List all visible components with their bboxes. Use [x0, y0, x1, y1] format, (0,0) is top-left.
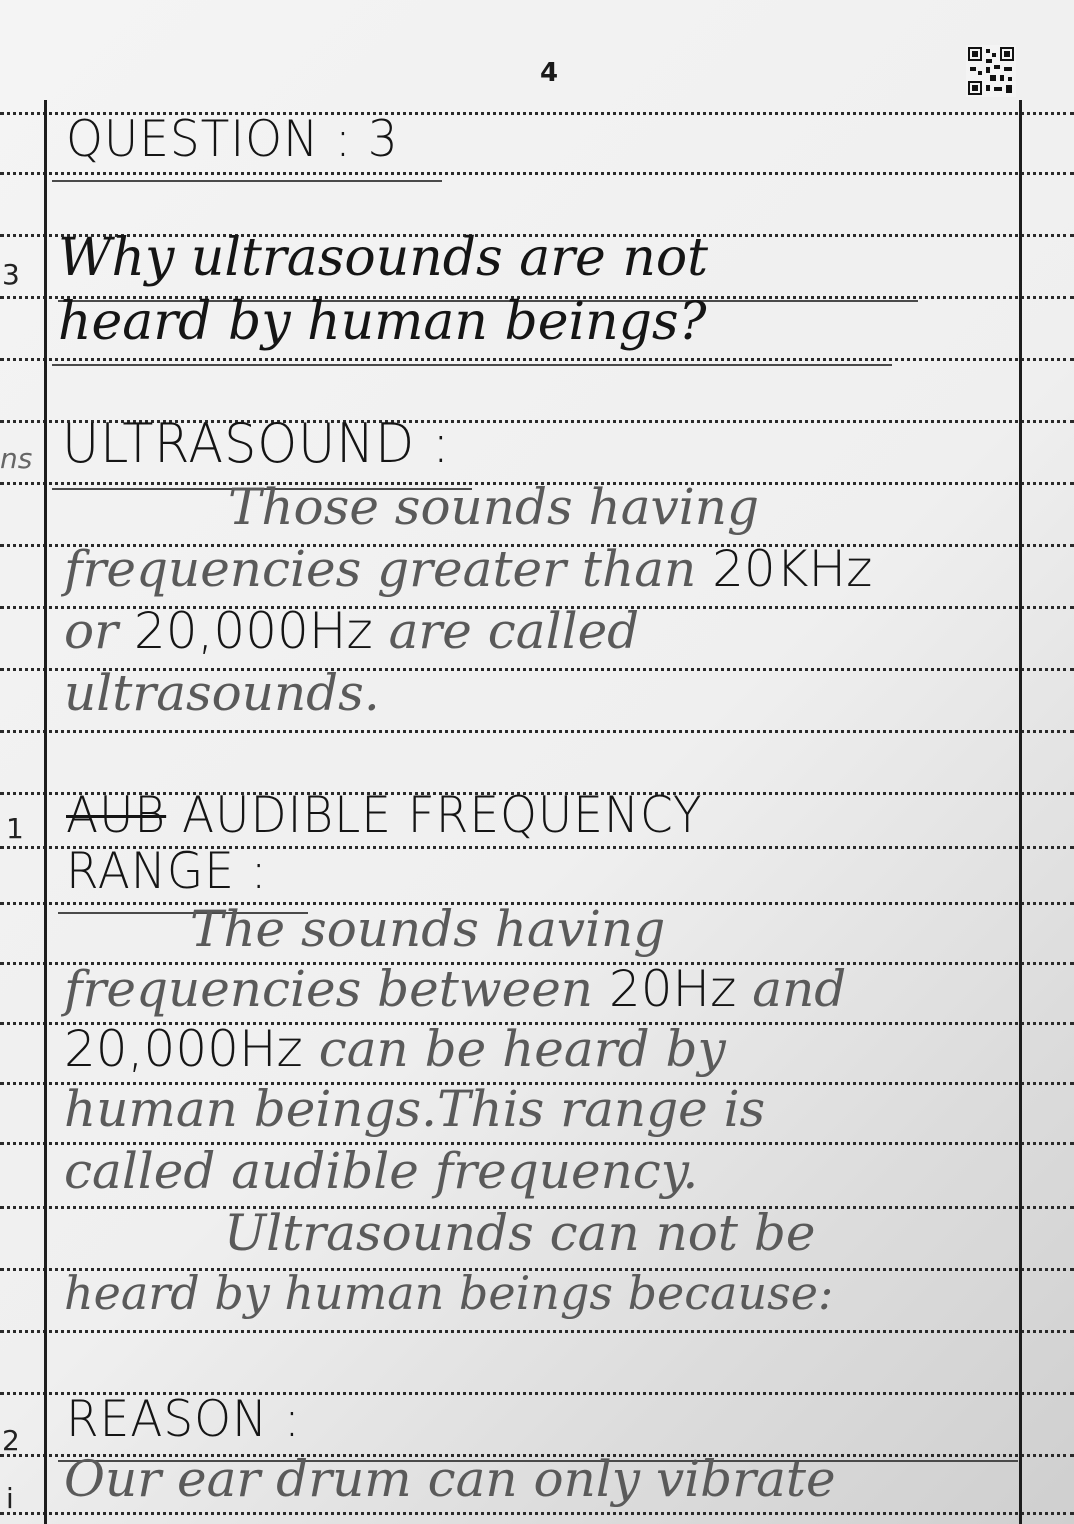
audible-line-4: human beings.This range is: [64, 1080, 766, 1138]
ruled-line: [0, 1512, 1074, 1515]
ultrasound-value-hz: 20,000Hz: [133, 602, 373, 660]
audible-line-1: The sounds having: [190, 900, 666, 958]
page-number: 4: [540, 58, 559, 88]
audible-line-2-end: and: [736, 960, 847, 1018]
ultrasound-heading: ULTRASOUND :: [62, 412, 451, 475]
ultrasound-line-3-text: are called: [372, 602, 640, 660]
audible-line-7: heard by human beings because:: [64, 1266, 834, 1320]
struck-out-text: AUB: [66, 786, 167, 844]
audible-line-2: [64, 960, 846, 1018]
ultrasound-line-2-text: frequencies greater than: [64, 540, 713, 598]
audible-line-3-text: can be heard by: [302, 1020, 726, 1078]
margin-note-question-number: 3: [2, 258, 20, 291]
ultrasound-line-3: [64, 602, 639, 660]
audible-heading-line-1: [66, 786, 703, 844]
question-underline: [52, 364, 892, 366]
audible-value-high: 20,000Hz: [64, 1020, 303, 1078]
reason-line-1: Our ear drum can only vibrate: [64, 1450, 836, 1508]
ultrasound-line-2: [64, 540, 872, 598]
ruled-line: [0, 730, 1074, 733]
margin-note-point-i: i: [6, 1482, 14, 1515]
margin-note-point-1: 1: [6, 812, 24, 845]
left-margin-line: [44, 100, 47, 1524]
audible-heading-text: AUDIBLE FREQUENCY: [182, 786, 703, 844]
question-line-1: Why ultrasounds are not: [58, 228, 709, 288]
question-heading: QUESTION : 3: [66, 110, 399, 168]
audible-heading-line-2: RANGE :: [66, 842, 268, 900]
margin-note-point-2: 2: [2, 1424, 20, 1457]
margin-note-answer: ns: [0, 442, 33, 475]
audible-line-2-text: frequencies between: [64, 960, 609, 1018]
question-line-2: heard by human beings?: [58, 292, 707, 352]
right-margin-line: [1019, 100, 1022, 1524]
reason-heading: REASON :: [66, 1390, 301, 1448]
ultrasound-line-3-prefix: or: [64, 602, 134, 660]
ultrasound-line-1: Those sounds having: [228, 478, 759, 536]
audible-value-low: 20Hz: [608, 960, 737, 1018]
ruled-line: [0, 172, 1074, 175]
ruled-line: [0, 358, 1074, 361]
audible-line-5: called audible frequency.: [64, 1142, 699, 1200]
qr-code-icon: [966, 45, 1016, 97]
audible-line-6: Ultrasounds can not be: [224, 1204, 816, 1262]
ultrasound-line-4: ultrasounds.: [64, 664, 380, 722]
ultrasound-value-khz: 20KHz: [712, 540, 873, 598]
audible-line-3: [64, 1020, 726, 1078]
ruled-line: [0, 1330, 1074, 1333]
heading-underline: [52, 180, 442, 182]
